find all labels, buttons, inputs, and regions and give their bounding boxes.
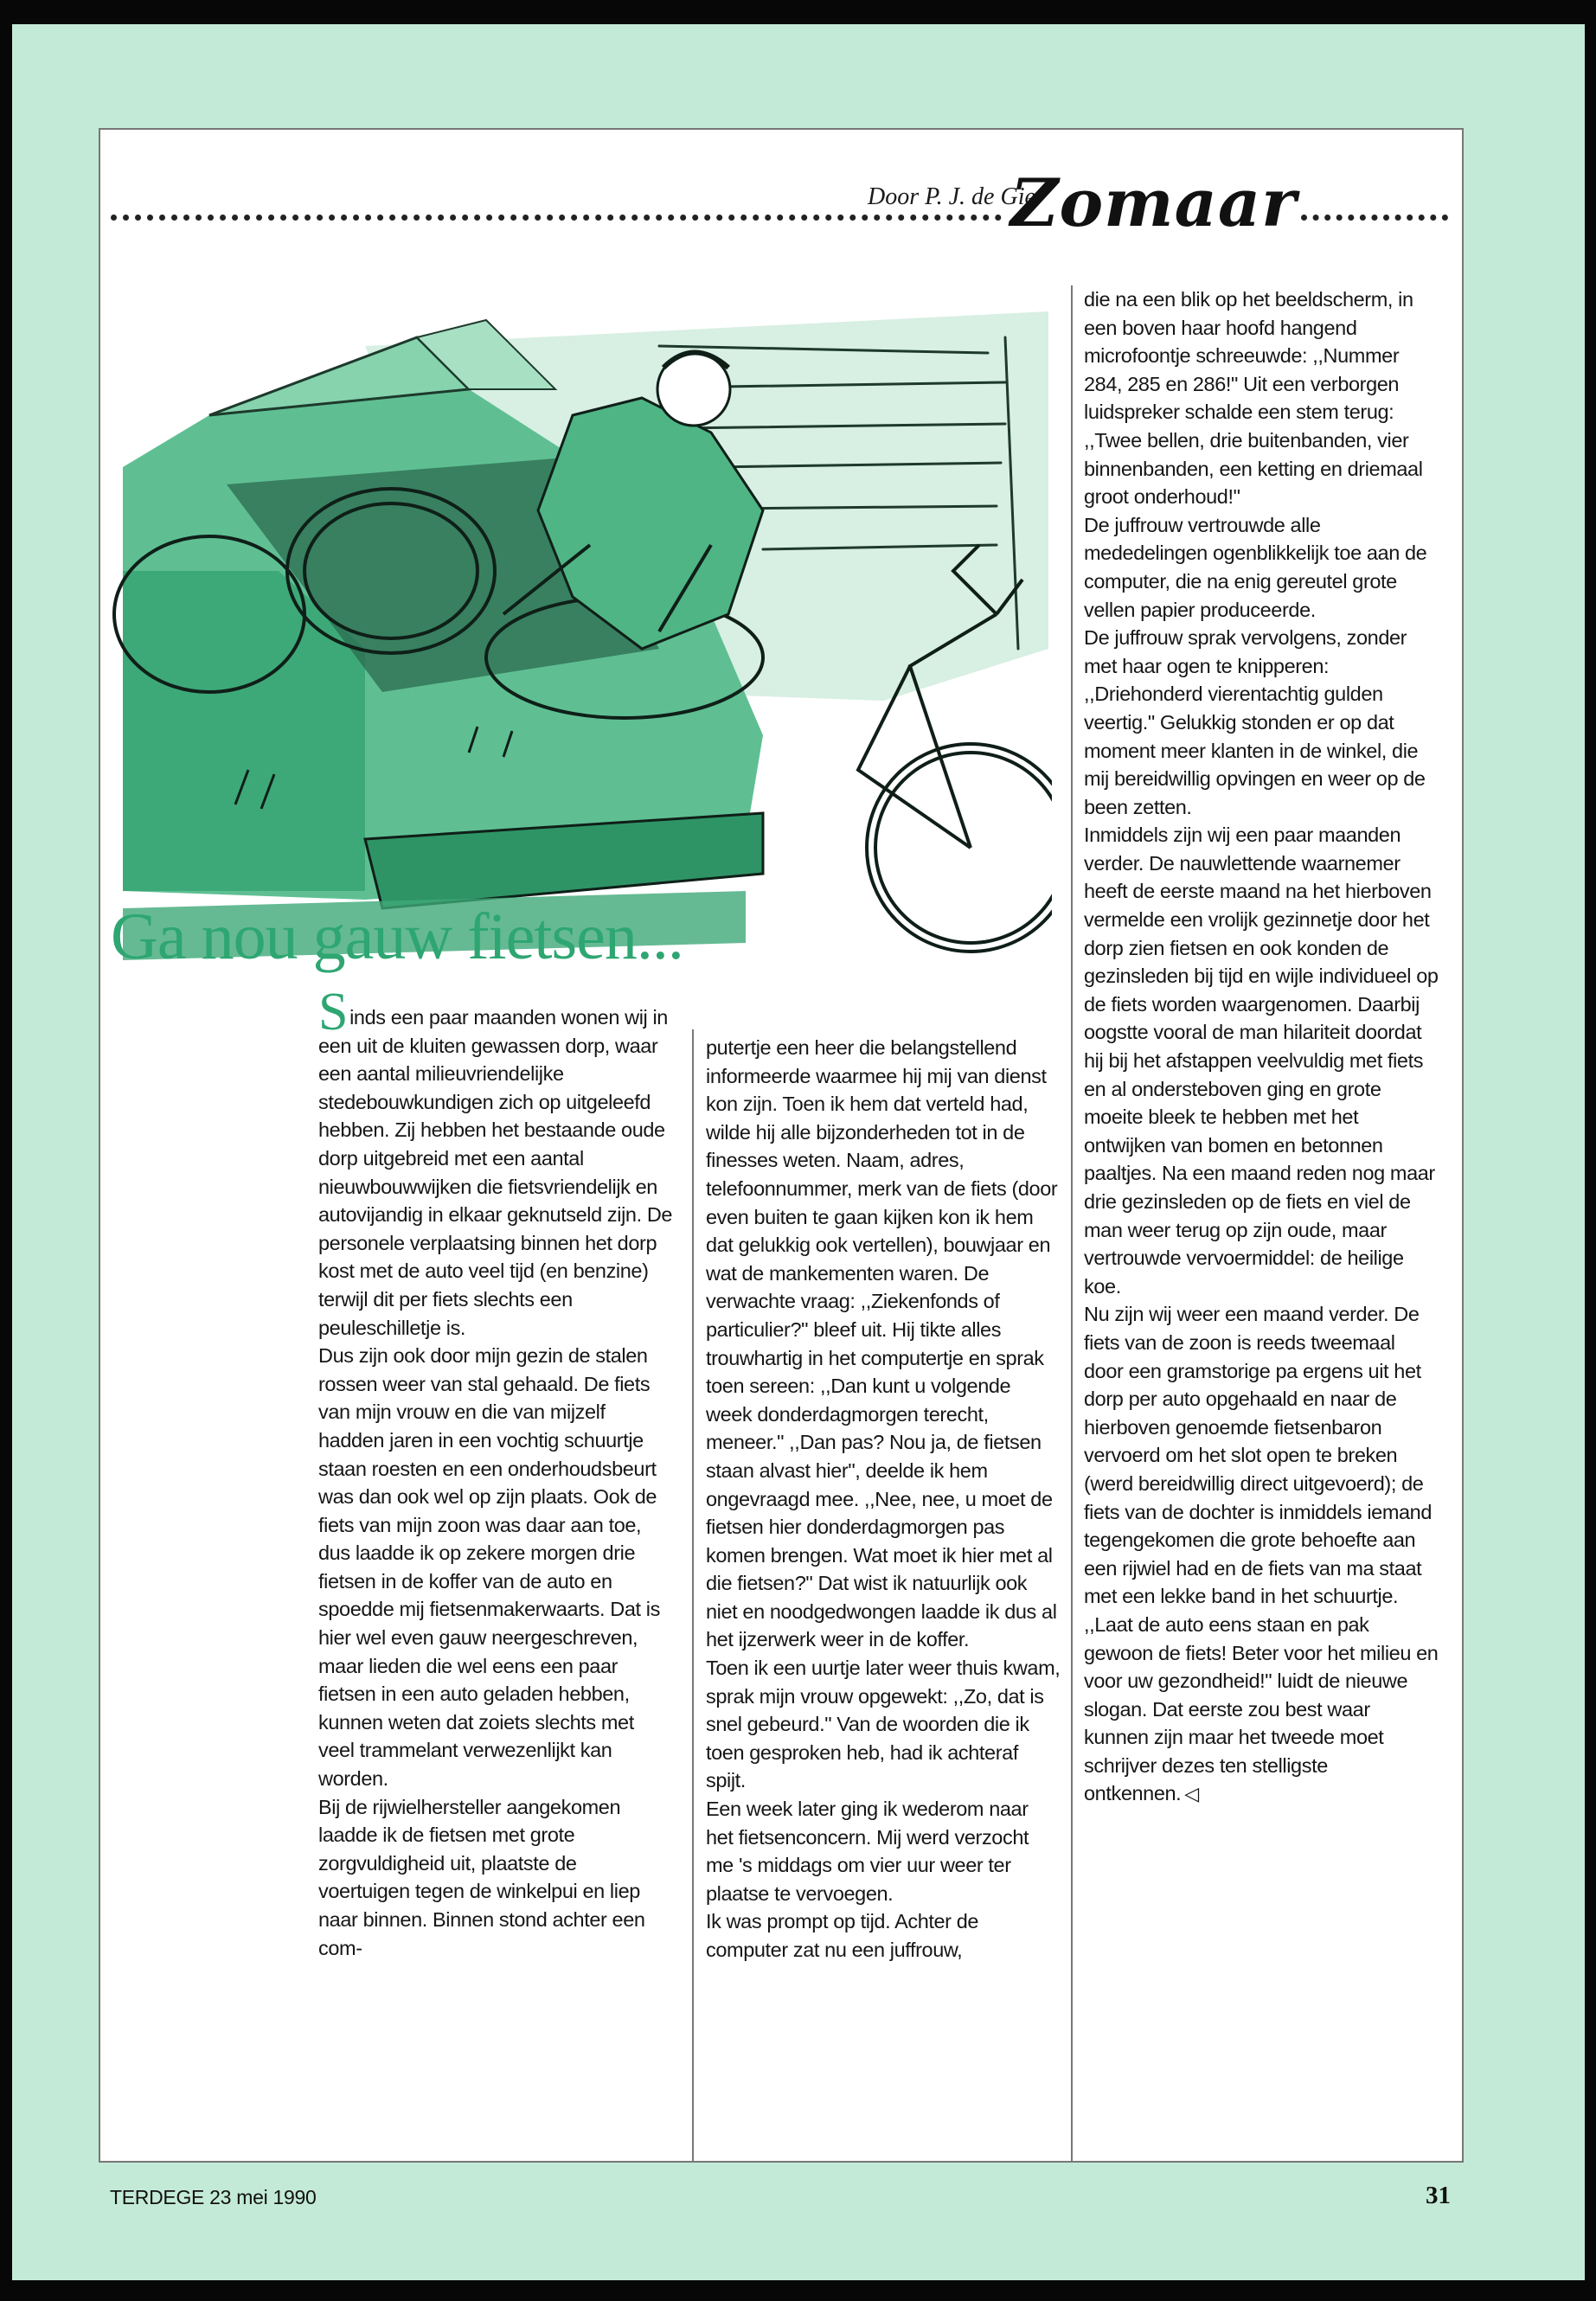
page-number: 31 [1426, 2182, 1451, 2209]
article-column-2 [706, 1034, 1061, 1965]
paragraph: Sinds een paar maanden wonen wij in een uit de kluiten gewassen dorp, waar een aantal milieuvriendelijke stedebouwkundigen zich op uitgeleefd hebben. Zij hebben het bestaande oude dorp uitgebreid met een aantal nieuwbouwwijken die fietsvriendelijk en autovijandig in elkaar geknutseld zijn. De personele verplaatsing binnen het dorp kost met de auto veel tijd (en benzine) terwijl dit per fiets slechts een peuleschilletje is. [318, 983, 673, 1339]
paragraph: Inmiddels zijn wij een paar maanden verder. De nauwlettende waarnemer heeft de eerste maand na het hierboven vermelde een vrolijk gezinnetje door het dorp zien fietsen en ook konden de gezinsleden bij tijd en wijle individueel op de fiets worden waargenomen. Daarbij oogstte vooral de man hilariteit doordat hij bij het afstappen veelvuldig met fiets en al ondersteboven ging en grote moeite bleek te hebben met het ontwijken van bomen en betonnen paaltjes. Na een maand reden nog maar drie gezinsleden op de fiets en viel de man weer terug op zijn oude, maar vertrouwde vervoermiddel: de heilige koe. [1084, 824, 1439, 1298]
paragraph: Toen ik een uurtje later weer thuis kwam, sprak mijn vrouw opgewekt: ,,Zo, dat is snel gebeurd." Van de woorden die ik toen gesproken heb, had ik achteraf spijt. [706, 1657, 1061, 1792]
article-headline: Ga nou gauw fietsen... [111, 901, 683, 973]
paragraph: Ik was prompt op tijd. Achter de computer zat nu een juffrouw, [706, 1910, 979, 1961]
paragraph: Bij de rijwielhersteller aangekomen laadde ik de fietsen met grote zorgvuldigheid uit, plaatste de voertuigen tegen de winkelpui en liep naar binnen. Binnen stond achter een com- [318, 1795, 645, 1959]
section-kicker: Zomaar [1010, 164, 1298, 241]
illustration-man-loading-bicycles [106, 285, 1052, 979]
byline: Door P. J. de Gier [868, 183, 1045, 210]
article-frame [99, 128, 1464, 2163]
article-column-3 [1084, 285, 1439, 1809]
magazine-page [12, 24, 1585, 2280]
paragraph: Nu zijn wij weer een maand verder. De fiets van de zoon is reeds tweemaal door een gramstorige pa ergens uit het dorp per auto opgehaald en naar de hierboven genoemde fietsenbaron vervoerd om het slot open te breken (werd bereidwillig direct uitgevoerd); de fiets van de dochter is inmiddels iemand tegengekomen die grote behoefte aan een rijwiel had en de fiets van ma staat met een lekke band in het schuurtje. [1084, 1303, 1432, 1608]
article-column-1 [318, 983, 673, 1962]
dotted-rule-right [1301, 215, 1448, 221]
paragraph: ,,Laat de auto eens staan en pak gewoon de fiets! Beter voor het milieu en voor uw gezondheid!" luidt de nieuwe slogan. Dat eerste zou best waar kunnen zijn maar het tweede moet schrijver dezes ten stelligste ontkennen. ◁ [1084, 1612, 1439, 1805]
drop-cap: S [318, 983, 349, 1042]
end-mark-icon: ◁ [1184, 1783, 1199, 1805]
paragraph: die na een blik op het beeldscherm, in een boven haar hoofd hangend microfoontje schreeuwde: ,,Nummer 284, 285 en 286!" Uit een verborgen luidspreker schalde een stem terug: ,,Twee bellen, drie buitenbanden, vier binnenbanden, een ketting en driemaal groot onderhoud!" [1084, 288, 1423, 509]
publication-footer: TERDEGE 23 mei 1990 [110, 2186, 317, 2208]
column-divider [692, 1029, 694, 2163]
dotted-rule-left [111, 215, 1002, 221]
column-divider [1071, 285, 1073, 2163]
paragraph: putertje een heer die belangstellend informeerde waarmee hij mij van dienst kon zijn. Toen ik hem dat verteld had, wilde hij alle bijzonderheden tot in de finesses weten. Naam, adres, telefoonnummer, merk van de fiets (door even buiten te gaan kijken kon ik hem dat gelukkig ook vertellen), bouwjaar en wat de mankementen waren. De verwachte vraag: ,,Ziekenfonds of particulier?" bleef uit. Hij tikte alles trouwhartig in het computertje en sprak toen sereen: ,,Dan kunt u volgende week donderdagmorgen terecht, meneer." ,,Dan pas? Nou ja, de fietsen staan alvast hier", deelde ik hem ongevraagd mee. ,,Nee, nee, u moet de fietsen hier donderdagmorgen pas komen brengen. Wat moet ik hier met al die fietsen?" Dat wist ik natuurlijk ook niet en noodgedwongen laadde ik dus al het ijzerwerk weer in de koffer. [706, 1036, 1058, 1651]
paragraph: Dus zijn ook door mijn gezin de stalen rossen weer van stal gehaald. De fiets van mijn vrouw en die van mijzelf hadden jaren in een vochtig schuurtje staan roesten en een onderhoudsbeurt was dan ook wel op zijn plaats. Ook de fiets van mijn zoon was daar aan toe, dus laadde ik op zekere morgen drie fietsen in de koffer van de auto en spoedde mij fietsenmakerwaarts. Dat is hier wel even gauw neergeschreven, maar lieden die wel eens een paar fietsen in een auto geladen hebben, kunnen weten dat zoiets slechts met veel trammelant verwezenlijkt kan worden. [318, 1344, 660, 1791]
paragraph: De juffrouw sprak vervolgens, zonder met haar ogen te knipperen: ,,Driehonderd vierentachtig gulden veertig." Gelukkig stonden er op dat moment meer klanten in de winkel, die mij bereidwillig opvingen en weer op de been zetten. [1084, 626, 1426, 818]
paragraph: De juffrouw vertrouwde alle mededelingen ogenblikkelijk toe aan de computer, die na enig gereutel grote vellen papier produceerde. [1084, 513, 1427, 621]
paragraph: Een week later ging ik wederom naar het fietsenconcern. Mij werd verzocht me 's middags om vier uur weer ter plaatse te vervoegen. [706, 1798, 1029, 1905]
